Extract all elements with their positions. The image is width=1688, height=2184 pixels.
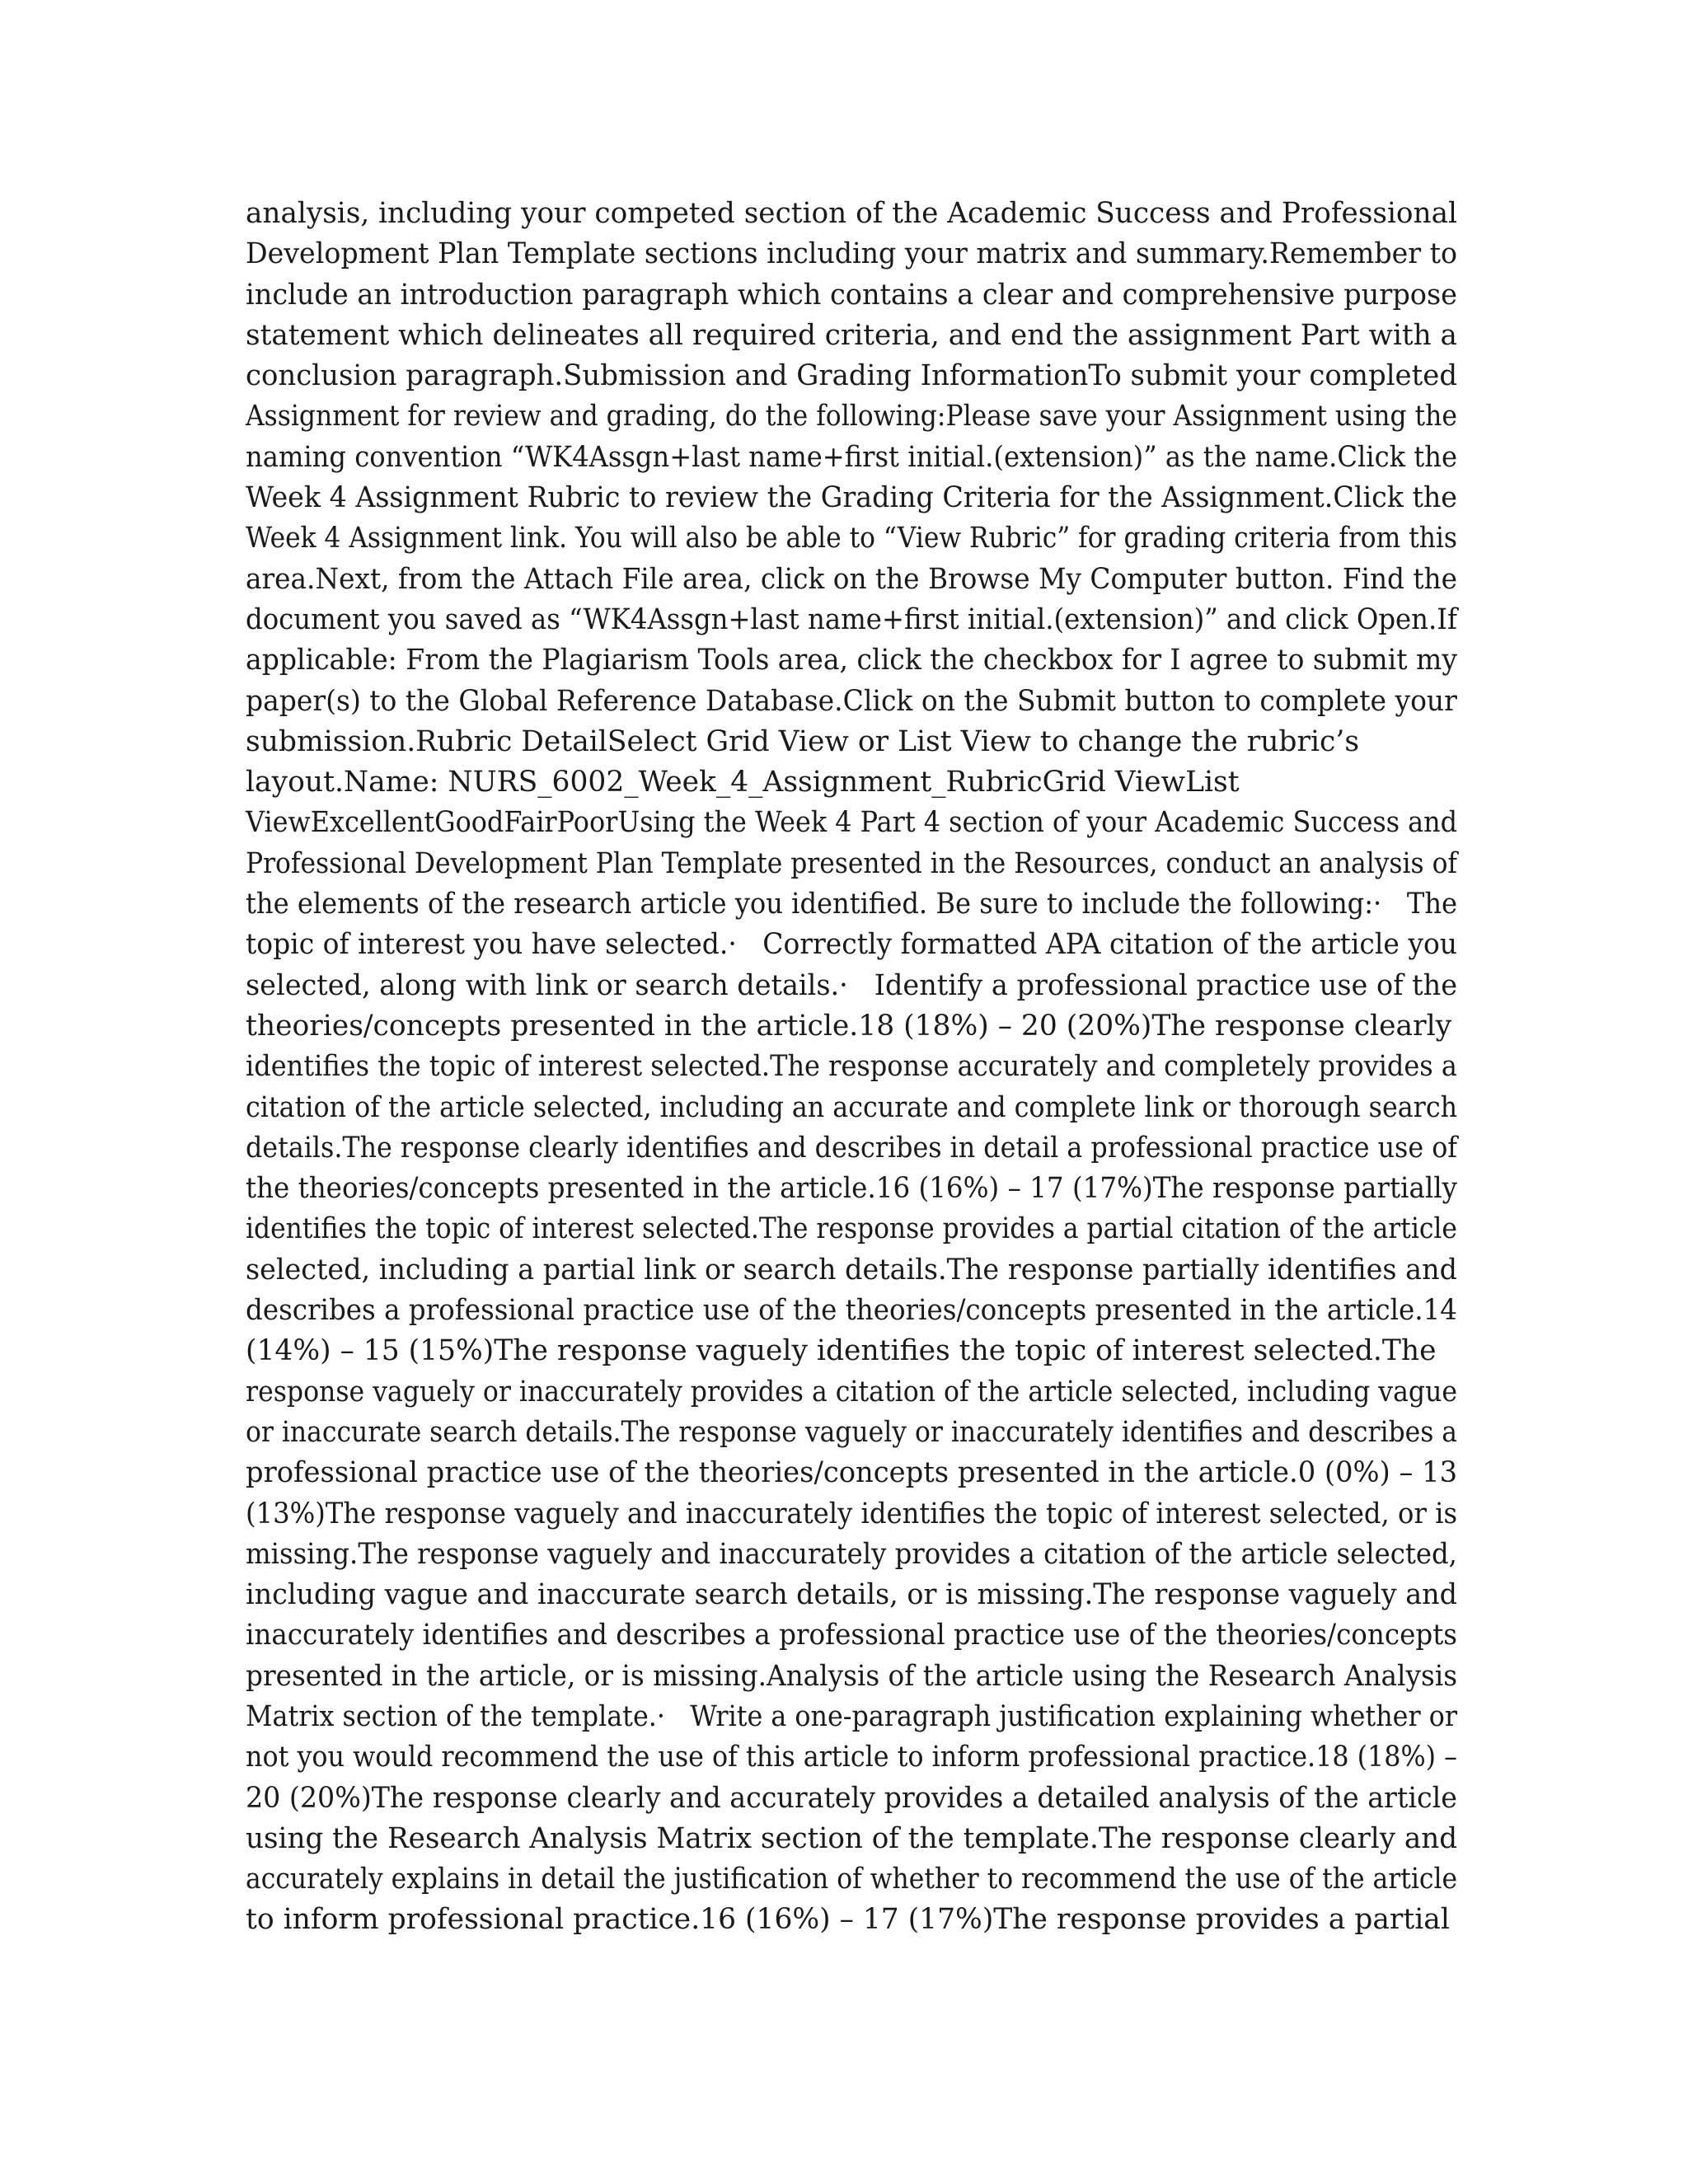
text-line: including vague and inaccurate search details, or is missing.The response vaguely and — [246, 1578, 1457, 1612]
text-line: (14%) – 15 (15%)The response vaguely identifies the topic of interest selected.The — [246, 1334, 1437, 1368]
text-line: the elements of the research article you identified. Be sure to include the following:· The — [246, 888, 1458, 921]
text-line: selected, including a partial link or search details.The response partially identifies and — [246, 1253, 1457, 1286]
text-line: Matrix section of the template.· Write a one-paragraph justification explaining whether or — [246, 1699, 1458, 1733]
text-line: inaccurately identifies and describes a professional practice use of the theories/concepts — [246, 1619, 1457, 1652]
text-line: area.Next, from the Attach File area, click on the Browse My Computer button. Find the — [246, 562, 1458, 596]
text-line: topic of interest you have selected.· Correctly formatted APA citation of the article you — [246, 928, 1458, 962]
text-line: 20 (20%)The response clearly and accurately provides a detailed analysis of the article — [246, 1781, 1457, 1815]
text-line: details.The response clearly identifies and describes in detail a professional practice use of — [246, 1131, 1458, 1165]
text-line: theories/concepts presented in the article.18 (18%) – 20 (20%)The response clearly — [246, 1009, 1452, 1043]
text-line: Week 4 Assignment Rubric to review the Grading Criteria for the Assignment.Click the — [246, 481, 1457, 515]
text-line: Professional Development Plan Template presented in the Resources, conduct an analysis of — [246, 846, 1458, 880]
text-line: statement which delineates all required criteria, and end the assignment Part with a — [246, 318, 1457, 352]
document-body-text — [246, 194, 1458, 1941]
text-line: analysis, including your competed section of the Academic Success and Professional — [246, 197, 1458, 230]
text-line: document you saved as “WK4Assgn+last name+first initial.(extension)” and click Open.If — [246, 602, 1457, 636]
text-line: presented in the article, or is missing.Analysis of the article using the Research Analysis — [246, 1659, 1458, 1693]
text-line: to inform professional practice.16 (16%) – 17 (17%)The response provides a partial — [246, 1903, 1450, 1937]
text-line: describes a professional practice use of the theories/concepts presented in the article.14 — [246, 1294, 1457, 1328]
text-line: using the Research Analysis Matrix section of the template.The response clearly and — [246, 1821, 1458, 1855]
text-line: Assignment for review and grading, do the following:Please save your Assignment using the — [246, 400, 1457, 434]
text-line: the theories/concepts presented in the article.16 (16%) – 17 (17%)The response partially — [246, 1172, 1458, 1206]
text-line: or inaccurate search details.The response vaguely or inaccurately identifies and describes a — [246, 1415, 1458, 1449]
text-line: (13%)The response vaguely and inaccurately identifies the topic of interest selected, or is — [246, 1497, 1458, 1530]
text-line: applicable: From the Plagiarism Tools area, click the checkbox for I agree to submit my — [246, 644, 1457, 677]
text-line: selected, along with link or search details.· Identify a professional practice use of the — [246, 968, 1458, 1002]
text-line: identifies the topic of interest selected.The response provides a partial citation of the article — [246, 1212, 1457, 1246]
text-line: missing.The response vaguely and inaccurately provides a citation of the article selected, — [246, 1537, 1457, 1571]
text-line: professional practice use of the theories/concepts presented in the article.0 (0%) – 13 — [246, 1456, 1458, 1490]
text-line: include an introduction paragraph which contains a clear and comprehensive purpose — [246, 278, 1458, 312]
text-line: conclusion paragraph.Submission and Grading InformationTo submit your completed — [246, 359, 1458, 393]
text-line: ViewExcellentGoodFairPoorUsing the Week 4 Part 4 section of your Academic Success and — [246, 806, 1458, 840]
text-line: layout.Name: NURS_6002_Week_4_Assignment_RubricGrid ViewList — [246, 766, 1240, 799]
text-line: naming convention “WK4Assgn+last name+first initial.(extension)” as the name.Click the — [246, 440, 1457, 474]
text-line: submission.Rubric DetailSelect Grid View or List View to change the rubric’s — [246, 724, 1360, 758]
text-line: Development Plan Template sections including your matrix and summary.Remember to — [246, 237, 1458, 271]
text-line: identifies the topic of interest selected.The response accurately and completely provides a — [246, 1050, 1457, 1084]
text-line: paper(s) to the Global Reference Database.Click on the Submit button to complete your — [246, 684, 1457, 718]
text-line: citation of the article selected, including an accurate and complete link or thorough search — [246, 1090, 1458, 1124]
text-line: Week 4 Assignment link. You will also be able to “View Rubric” for grading criteria from this — [246, 522, 1457, 555]
text-line: response vaguely or inaccurately provides a citation of the article selected, including vague — [246, 1375, 1458, 1408]
text-line: accurately explains in detail the justification of whether to recommend the use of the article — [246, 1863, 1458, 1896]
text-line: not you would recommend the use of this article to inform professional practice.18 (18%) – — [246, 1741, 1458, 1774]
